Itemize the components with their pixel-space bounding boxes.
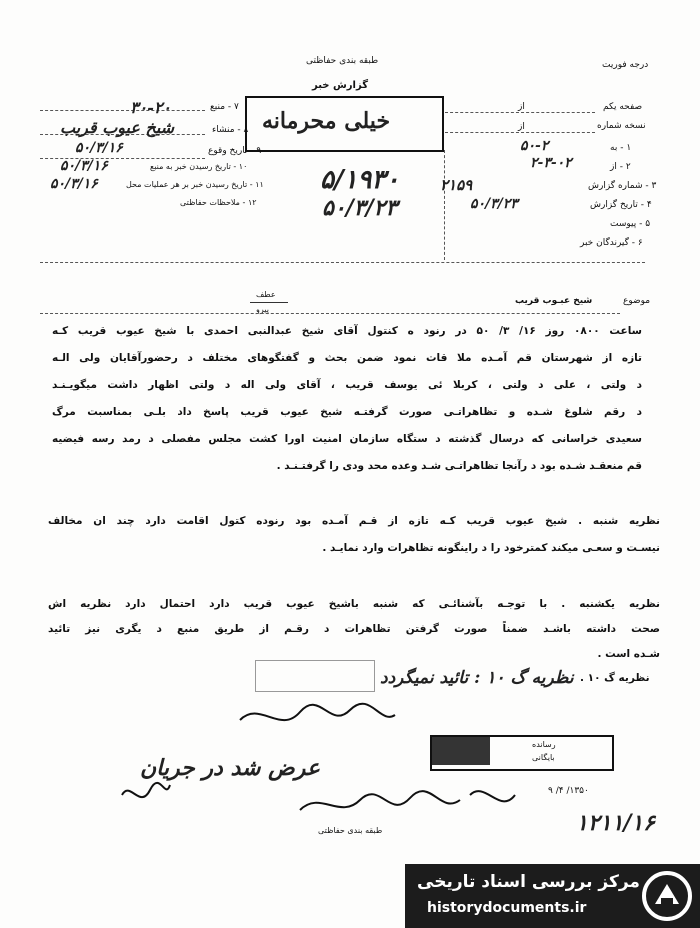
body-line: صحت داشته باشـد ضمناً صورت گرفتن تظاهرات د رقـم از طریق منبع د یگری نیز تائید [48, 623, 660, 635]
hw-received: ۵۰/۳/۱۶ [60, 158, 108, 174]
body-line: نیسـت و سعـی میکند کمترخود را د راینگونه تظاهرات وارد نمایـد . [322, 542, 660, 554]
hw-center-number: ۵/۱۹۳۰ [320, 165, 400, 195]
body-line: نظریه شنبه . شیخ عیوب قریب کـه تازه از قـم آمـده بود رنوده کتول اقامت دارد چند ان مخالف [48, 515, 660, 527]
hw-report-number: ۲۱۵۹ [440, 176, 473, 194]
footer-classification: طبقه بندی حفاظتی [318, 826, 383, 835]
hw-bottom-number: ۱۲۱۱/۱۶ [576, 810, 655, 836]
followup-label: پیرو [256, 305, 269, 314]
field-origin: ۸ - منشاء [212, 125, 249, 135]
body-line: نظریه یکشنبه . با توجـه بآشنائـی که شنبه باشیخ عیوب قریب دارد احتمال دارد نظریه اش [48, 598, 660, 610]
hw-opinion-note: نظریه گ ۱۰ : تائید نمیگردد [380, 668, 574, 688]
body-line: سعیدی خراسانی که درسال گذشته د ستگاه سازمان امنیت اورا کشت مجلس مفصلی د رمد رسه فیضیه [52, 433, 642, 445]
report-title: گزارش خبر [312, 80, 369, 91]
watermark-title: مرکز بررسی اسناد تاریخی [417, 872, 640, 892]
field-date-received: ۱۰ - تاریخ رسیدن خبر به منبع [150, 162, 248, 171]
hw-ops-date: ۵۰/۳/۱۶ [50, 176, 98, 192]
opinion-label: نظریه گ ۱۰ . [580, 672, 650, 684]
hw-source: ۳۰-۲۰ [130, 98, 172, 117]
urgency-label: درجه فوریت [602, 60, 649, 70]
reference-label: عطف [256, 290, 276, 299]
watermark-url: historydocuments.ir [427, 900, 587, 916]
printed-date: ۱۳۵۰/ ۴/ ۹ [548, 786, 589, 796]
field-date-ops: ۱۱ - تاریخ رسیدن خبر بر هر عملیات محل [126, 180, 264, 189]
confidential-stamp-text: خیلی محرمانه [262, 108, 391, 134]
field-recipients: ۶ - گیرندگان خبر [580, 238, 643, 248]
hw-center-date: ۵۰/۳/۲۳ [322, 195, 398, 221]
hw-origin: شیخ عیوب قریب [60, 118, 175, 137]
header-classification: طبقه بندی حفاظتی [306, 56, 379, 66]
archive-seal-line1: رسانده [532, 740, 556, 749]
field-from-b: از [518, 122, 525, 132]
body-line: ساعت ۰۸۰۰ روز ۱۶/ ۳/ ۵۰ در رنود ه کنتول آقای شیخ عبدالنبی احمدی با شیخ عیوب قریب کـه [52, 325, 642, 337]
body-line: قم منعقـد شـده بود د رآنجا تظاهراتـی شـد وعده محد ودی را گرفتـنـد . [276, 460, 642, 472]
field-to: ۱ - به [610, 143, 632, 153]
field-copy-number: نسخه شماره [597, 121, 646, 131]
subject-label: موضوع [623, 296, 651, 306]
body-line: شـده است . [597, 648, 660, 660]
field-source: ۷ - منبع [210, 102, 239, 112]
field-event-date: ۹ - تاریخ وقوع [208, 146, 262, 156]
field-attachment: ۵ - پیوست [610, 219, 651, 229]
field-report-date: ۴ - تاریخ گزارش [590, 200, 652, 210]
hw-bottom-note: عرض شد در جریان [140, 755, 320, 781]
hw-report-date: ۵۰/۳/۲۳ [470, 196, 518, 212]
hw-to: ۵۰-۲ [520, 138, 549, 154]
hw-origin-date: ۵۰/۳/۱۶ [75, 140, 123, 156]
archive-logo-icon [641, 870, 693, 922]
field-sheet: صفحه یکم [603, 102, 643, 112]
subject-value: شیخ عبـوب قریب [515, 296, 593, 306]
body-line: د رقم شلوغ شـده و تظاهراتـی صورت گرفتـه شیخ عیوب قریب پاسخ داد بلـی بمناسبت مرگ [52, 406, 642, 418]
field-security-notes: ۱۲ - ملاحظات حفاظتی [180, 198, 257, 207]
hw-from: ۲-۳-۰۲ [530, 155, 572, 171]
body-line: تازه از شهرستان قم آمـده ملا قات نمود ضمن بحث و گفتگوهای مختلف د رحضورآقایان ولی الـه [52, 352, 642, 364]
archive-seal-line2: بایگانی [532, 753, 555, 762]
field-report-number: ۳ - شماره گزارش [588, 181, 657, 191]
field-from: ۲ - از [610, 162, 631, 172]
watermark-banner [405, 864, 700, 928]
body-line: د ولتی ، علی د ولتی ، کربلا ئی یوسف قریب ، آقای ولی اله د ولتی اظهار داشت میگویـنـد [52, 379, 642, 391]
field-from-a: از [518, 102, 525, 112]
